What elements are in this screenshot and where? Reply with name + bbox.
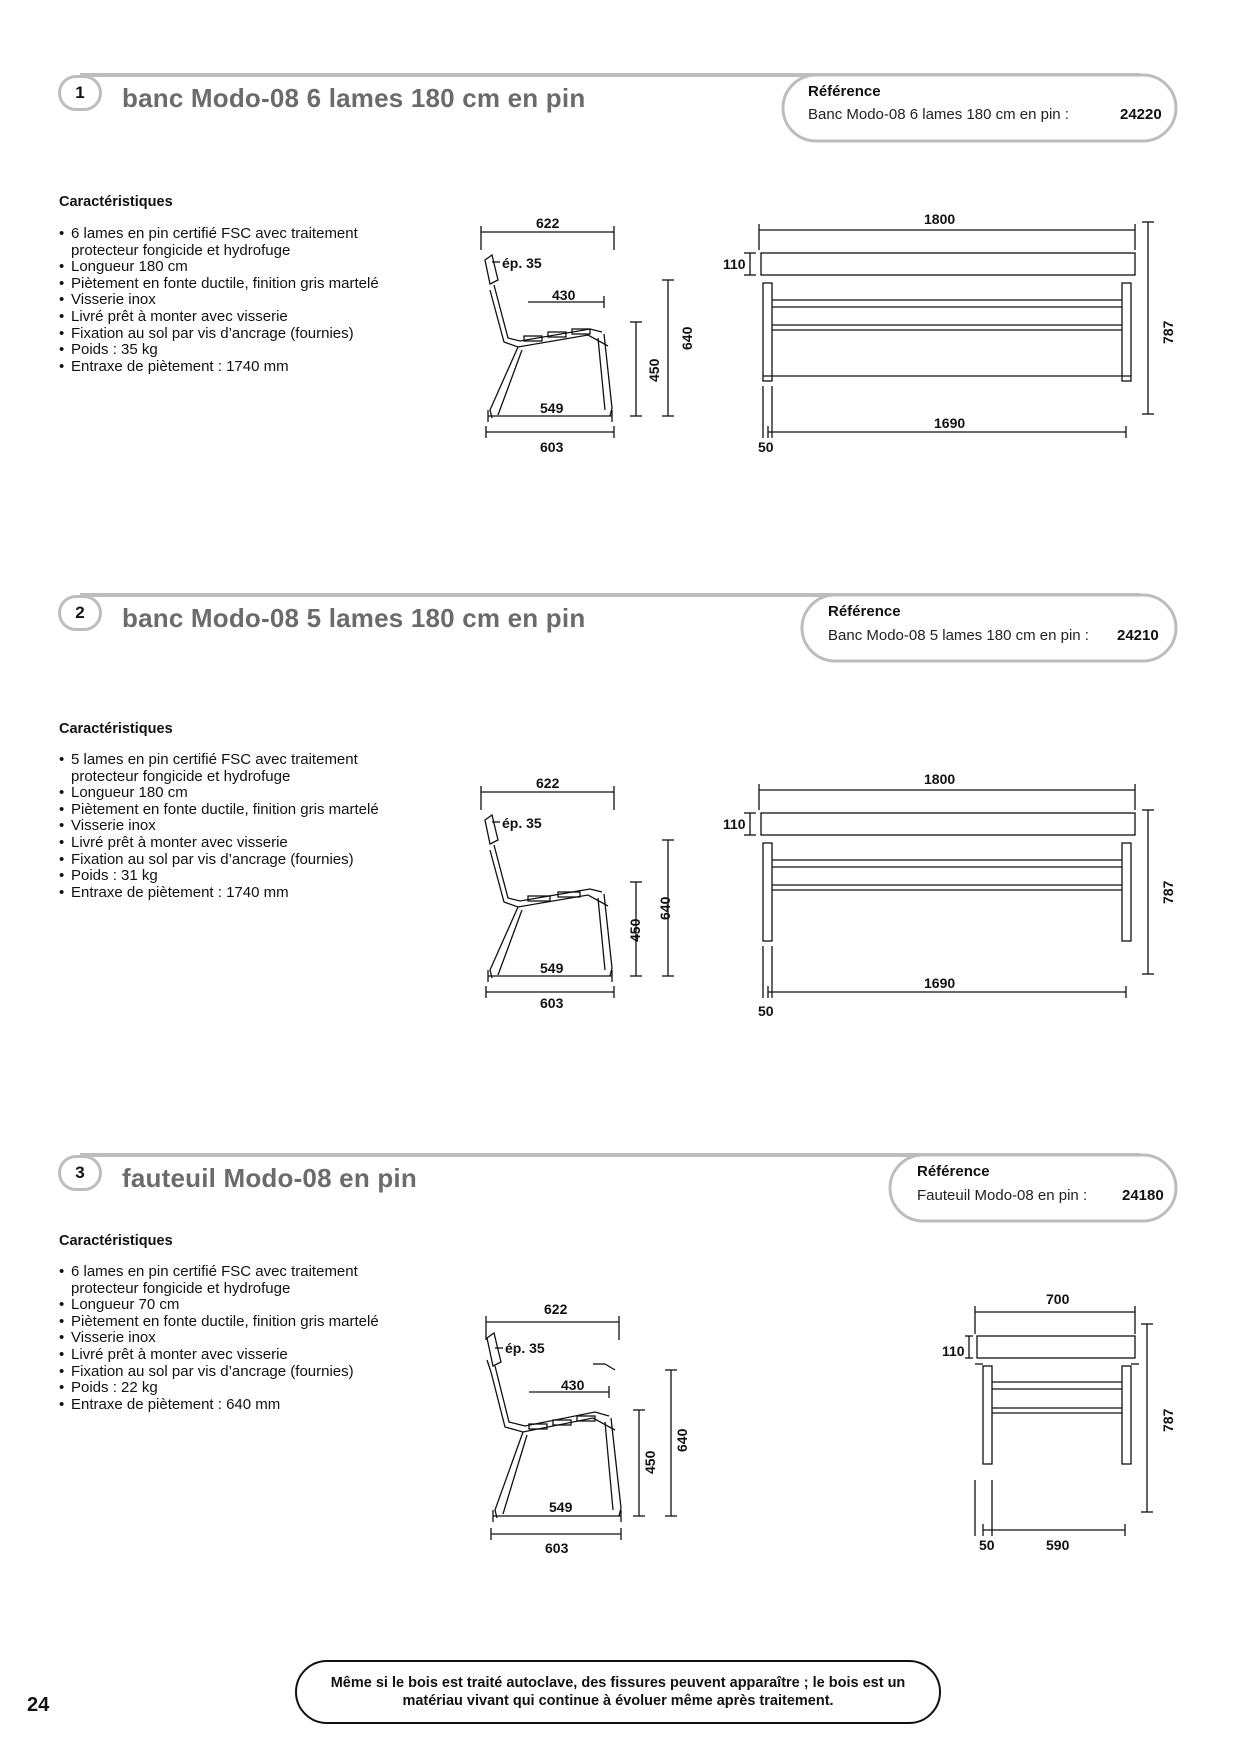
dim-entraxe: 1690: [924, 975, 956, 991]
dim-foot-outer: 603: [540, 995, 564, 1011]
side-view-drawing: [475, 1300, 705, 1560]
feature-item: • Poids : 31 kg: [58, 868, 379, 885]
dim-height: 787: [1160, 1408, 1176, 1432]
footer-note: Même si le bois est traité autoclave, des fissures peuvent apparaître ; le bois est un matériau vivant qui continue à évoluer même après traitement.: [330, 1675, 906, 1709]
dim-inner: 590: [1046, 1537, 1070, 1553]
characteristics-title: Caractéristiques: [59, 194, 173, 210]
dim-thickness: ép. 35: [505, 1340, 545, 1356]
dim-seat-height: 450: [627, 918, 643, 942]
dim-seat-height: 450: [646, 358, 662, 382]
feature-item: • Visserie inox: [58, 818, 379, 835]
section-title: fauteuil Modo-08 en pin: [122, 1163, 417, 1193]
feature-item: • Entraxe de piètement : 1740 mm: [58, 885, 379, 902]
footer-note-box: [295, 1660, 941, 1724]
feature-item: • Poids : 35 kg: [58, 342, 379, 359]
dim-depth: 622: [536, 215, 560, 231]
dim-seat-thickness: 110: [942, 1343, 965, 1359]
reference-text: Fauteuil Modo-08 en pin :: [917, 1187, 1088, 1204]
dim-thickness: ép. 35: [502, 255, 542, 271]
features-list: [58, 1264, 379, 1413]
dim-width: 1800: [924, 771, 956, 787]
features-list: [58, 752, 379, 901]
dim-thickness: ép. 35: [502, 815, 542, 831]
side-view-drawing: [470, 770, 700, 1020]
dim-foot-inner: 549: [540, 960, 564, 976]
feature-item: • Fixation au sol par vis d’ancrage (fournies): [58, 326, 379, 343]
feature-item: • Longueur 70 cm: [58, 1297, 379, 1314]
dim-back-height: 640: [657, 896, 673, 920]
feature-item: • Longueur 180 cm: [58, 259, 379, 276]
feature-item: • 6 lames en pin certifié FSC avec traitement: [58, 1264, 379, 1281]
features-list: [58, 226, 379, 375]
dim-width: 700: [1046, 1291, 1070, 1307]
dim-leg: 50: [979, 1537, 995, 1553]
section-number: 2: [58, 595, 102, 631]
feature-item: • 6 lames en pin certifié FSC avec traitement: [58, 226, 379, 243]
characteristics-title: Caractéristiques: [59, 721, 173, 737]
reference-text: Banc Modo-08 6 lames 180 cm en pin :: [808, 106, 1069, 123]
feature-item: • Livré prêt à monter avec visserie: [58, 1347, 379, 1364]
section-title: banc Modo-08 6 lames 180 cm en pin: [122, 83, 586, 113]
feature-item: • Livré prêt à monter avec visserie: [58, 835, 379, 852]
reference-code: 24180: [1122, 1187, 1164, 1204]
feature-item: • Visserie inox: [58, 1330, 379, 1347]
feature-item: protecteur fongicide et hydrofuge: [71, 1279, 291, 1297]
dim-foot-inner: 549: [540, 400, 564, 416]
page-number: 24: [27, 1694, 50, 1716]
dim-foot-outer: 603: [545, 1540, 569, 1556]
feature-item: • Piètement en fonte ductile, finition gris martelé: [58, 276, 379, 293]
dim-seat-height: 450: [642, 1450, 658, 1474]
dim-height: 787: [1160, 320, 1176, 344]
front-view-drawing: [935, 1290, 1185, 1560]
feature-item: • Entraxe de piètement : 1740 mm: [58, 359, 379, 376]
front-view-drawing: [720, 210, 1180, 460]
reference-text: Banc Modo-08 5 lames 180 cm en pin :: [828, 627, 1089, 644]
feature-item: • 5 lames en pin certifié FSC avec traitement: [58, 752, 379, 769]
section-title: banc Modo-08 5 lames 180 cm en pin: [122, 603, 586, 633]
section-number: 3: [58, 1155, 102, 1191]
dim-leg: 50: [758, 439, 774, 455]
dim-foot-outer: 603: [540, 439, 564, 455]
front-view-drawing: [720, 770, 1180, 1020]
dim-depth: 622: [544, 1301, 568, 1317]
feature-item: • Entraxe de piètement : 640 mm: [58, 1397, 379, 1414]
feature-item: • Livré prêt à monter avec visserie: [58, 309, 379, 326]
dim-seat-depth: 430: [561, 1377, 585, 1393]
reference-label: Référence: [808, 83, 881, 100]
feature-item: • Visserie inox: [58, 292, 379, 309]
dim-width: 1800: [924, 211, 956, 227]
dim-seat-thickness: 110: [723, 816, 746, 832]
feature-item: • Piètement en fonte ductile, finition gris martelé: [58, 802, 379, 819]
feature-item: • Fixation au sol par vis d’ancrage (fournies): [58, 852, 379, 869]
dim-foot-inner: 549: [549, 1499, 573, 1515]
characteristics-title: Caractéristiques: [59, 1233, 173, 1249]
dim-back-height: 640: [674, 1428, 690, 1452]
reference-code: 24210: [1117, 627, 1159, 644]
dim-seat-thickness: 110: [723, 256, 746, 272]
dim-leg: 50: [758, 1003, 774, 1019]
dim-back-height: 640: [679, 326, 695, 350]
feature-item: • Piètement en fonte ductile, finition gris martelé: [58, 1314, 379, 1331]
dim-depth: 622: [536, 775, 560, 791]
reference-label: Référence: [917, 1163, 990, 1180]
dim-height: 787: [1160, 880, 1176, 904]
dim-seat-depth: 430: [552, 287, 576, 303]
feature-item: protecteur fongicide et hydrofuge: [71, 241, 291, 259]
reference-code: 24220: [1120, 106, 1162, 123]
reference-label: Référence: [828, 603, 901, 620]
dim-entraxe: 1690: [934, 415, 966, 431]
feature-item: protecteur fongicide et hydrofuge: [71, 767, 291, 785]
feature-item: • Fixation au sol par vis d’ancrage (fournies): [58, 1364, 379, 1381]
feature-item: • Poids : 22 kg: [58, 1380, 379, 1397]
side-view-drawing: [470, 210, 700, 460]
section-number: 1: [58, 75, 102, 111]
feature-item: • Longueur 180 cm: [58, 785, 379, 802]
